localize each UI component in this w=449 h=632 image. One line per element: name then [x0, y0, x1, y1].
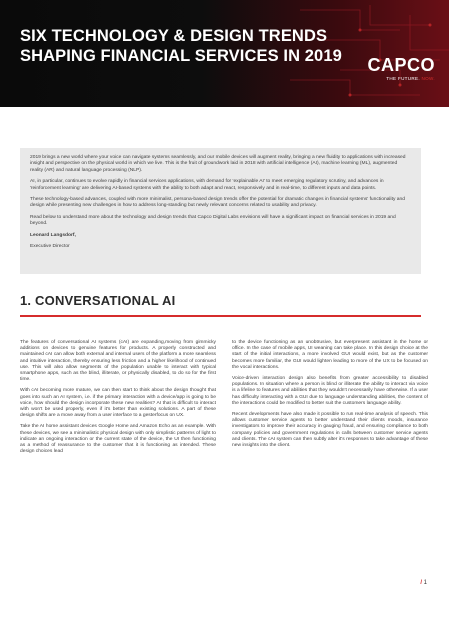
- intro-box: [20, 148, 421, 274]
- section-divider: [20, 315, 421, 317]
- signature-role: Executive Director: [30, 244, 70, 250]
- logo-wordmark: CAPCO: [367, 55, 435, 75]
- left-column: [20, 340, 216, 460]
- section-heading: 1. CONVERSATIONAL AI: [20, 293, 176, 308]
- body-paragraph: The features of conversational AI systems (cAI) are expanding,moving from gimmicky additions on devices to genuine features for products. A properly constructed and maintained cAI can allow both external and internal users of the platform a more seamless and intuitive interaction, thereby ensuring less friction and a higher likelihood of continued use. This will also allow segments of the population unable to interact with typical smartphone apps, such as the blind, illiterate, or physically disabled, to do so for the first time.: [20, 340, 216, 383]
- right-column: [232, 340, 428, 454]
- page-title: SIX TECHNOLOGY & DESIGN TRENDS SHAPING FINANCIAL SERVICES IN 2019: [20, 27, 342, 65]
- body-paragraph: Recent developments have also made it possible to run real-time analysis of speech. This allows customer service agents to better understand their clients moods, insurance investigators to improve their accuracy in gauging fraud, and ensuring compliance to both company policies and government regulations in calls between customer service agents and clients. The cAI system can then subtly alter it's responses to take advantage of these new insights into the client.: [232, 412, 428, 449]
- body-paragraph: With cAI becoming more mature, we can then start to think about the design thought that goes into such an AI system, i.e. if the primary interaction with a device/app is going to be voice, how should the design incorporate these new realities? AI that is difficult to interact with won't be used properly, even if it's better than existing solutions. A part of these design shifts are a move away from a user interface to a gesterfocus on UX.: [20, 388, 216, 419]
- page-number-value: 1: [423, 580, 427, 586]
- intro-paragraph: These technology-based advances, coupled with more minimalist, persona-based design trends offer the potential for dramatic changes in financial systems' functionality and design while presenting new challenges in how to address long-standing but newly relevant concerns related to usability and privacy.: [30, 197, 405, 209]
- tagline-prefix: THE FUTURE.: [386, 76, 420, 81]
- body-paragraph: Take the AI home assistant devices Google Home and Amazon Echo as an example. With these devices, we see a minimalistic physical design with only simplistic patterns of light to indicate an ongoing interaction or the current state of the device, the UI then functioning as a method of reassurance to the customer that it is functioning as intended. These design choices lead: [20, 424, 216, 455]
- intro-paragraph: Read below to understand more about the technology and design trends that Capco Digital Labs envisions will have a significant impact on financial services in 2019 and beyond.: [30, 214, 396, 227]
- header-banner: [0, 0, 449, 107]
- body-paragraph: Voice-driven interaction design also benefits from greater accessibility to disabled populations. In situation where a person is blind or illiterate the ability to interact via voice is a lifeline to features and abilities that they wouldn't necessarily have otherwise. If a user has difficulty interacting with a GUI due to language understanding abilities, the content of the interactions could be modified to better suit the customers language ability.: [232, 376, 428, 406]
- tagline-accent: NOW.: [421, 76, 435, 81]
- page-number: [420, 580, 427, 586]
- intro-paragraph: AI, in particular, continues to evolve rapidly in financial services applications, with demand for 'explainable AI' to meet emerging regulatory scrutiny, and advances in 'reinforcement learning' are delivering AI-based systems with the ability to both adapt and react, responsively and in real-time, to different inputs and data points.: [30, 179, 384, 191]
- logo-tagline: [367, 76, 435, 81]
- page-slash: /: [420, 580, 422, 586]
- intro-paragraph: 2019 brings a new world where your voice can navigate systems seamlessly, and our mobile devices will augment reality, bringing a new fluidity to applications with increased insight and perspective on the physical world in which we live. This is the fruit of groundwork laid in 2018 with artificial intelligence (AI), machine learning (ML), augmented reality (AR) and natural language processing (NLP).: [30, 155, 406, 173]
- signature-name: Leonard Langsdorf,: [30, 232, 76, 238]
- body-paragraph: to the device functioning as an unobtrusive, but everpresent assistant in the home or office. In the case of mobile apps, UI weaning can take place. In this design choice at the start of the initial interactions, a more involved GUI would exist, but as the customer becomes more familiar, the GUI would lighten leading to more of the UX to be focused on the vocal interactions.: [232, 340, 428, 370]
- capco-logo: [367, 56, 435, 81]
